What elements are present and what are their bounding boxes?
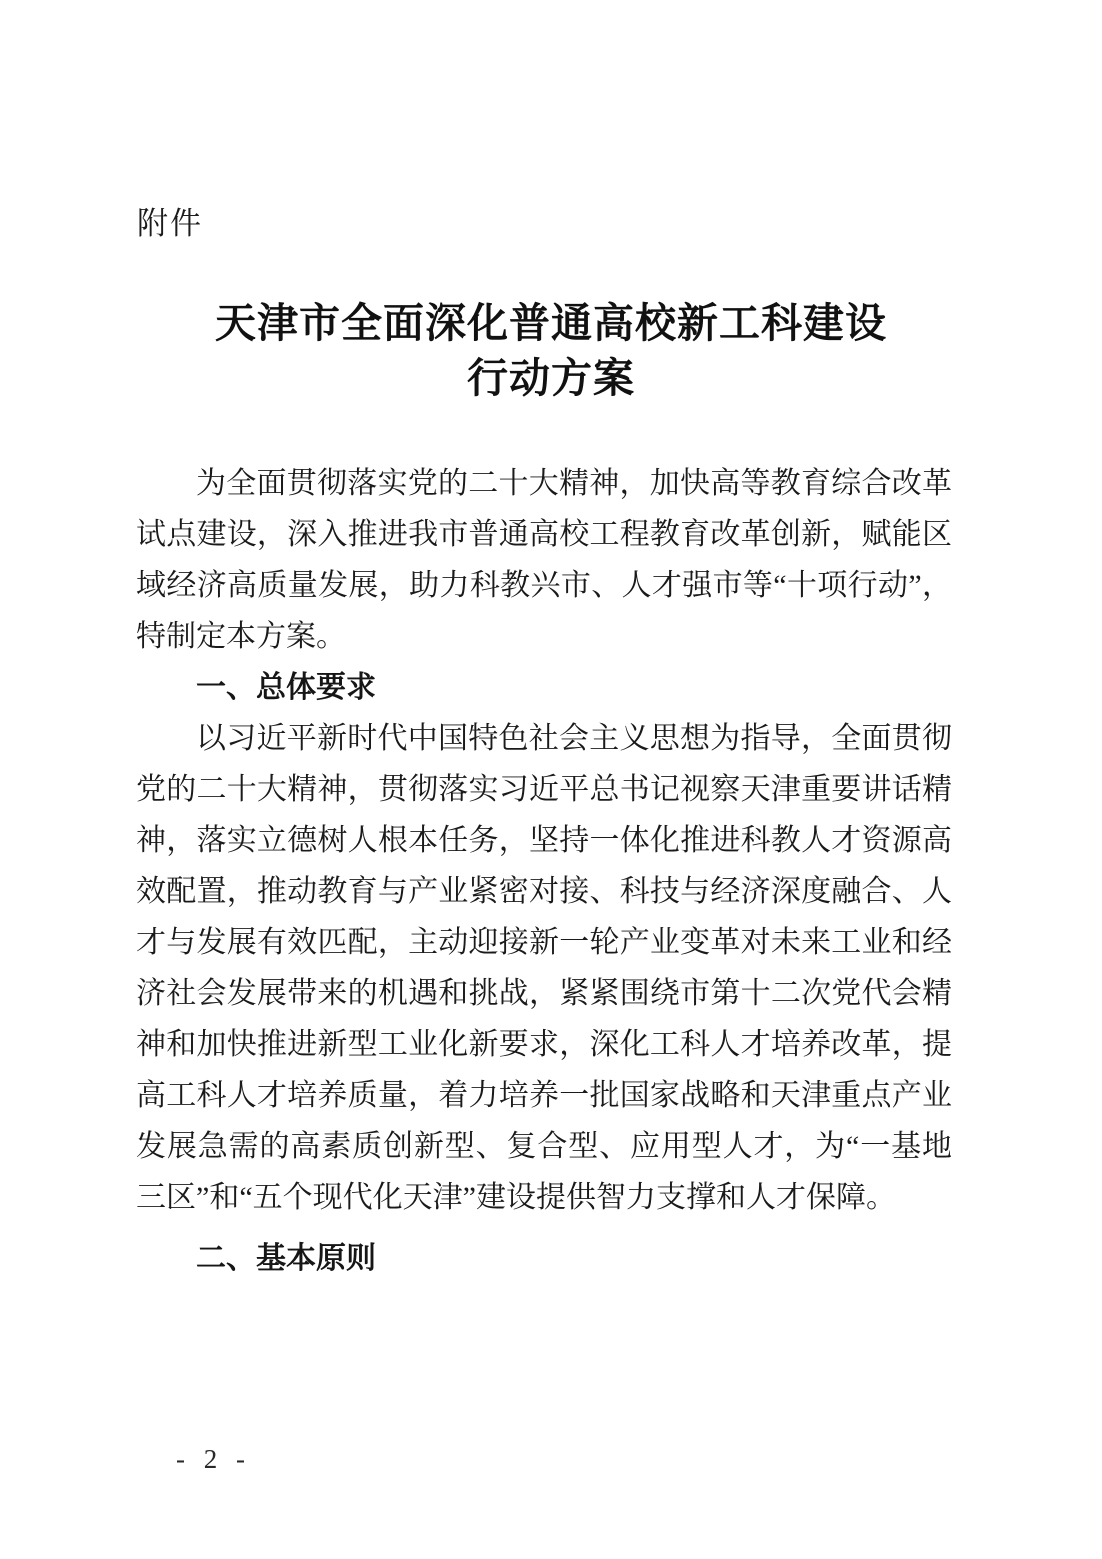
document-title-line2: 行动方案 [467, 355, 635, 401]
section-heading-1: 一、总体要求 [196, 671, 376, 704]
attachment-label: 附件 [137, 206, 203, 241]
document-title [0, 296, 1102, 406]
document-body [136, 458, 952, 1284]
document-title-line1: 天津市全面深化普通高校新工科建设 [215, 300, 887, 346]
paragraph-intro: 为全面贯彻落实党的二十大精神，加快高等教育综合改革试点建设，深入推进我市普通高校工程教育改革创新，赋能区域经济高质量发展，助力科教兴市、人才强市等“十项行动”，特制定本方案。 [136, 467, 952, 653]
section-heading-2: 二、基本原则 [196, 1242, 376, 1275]
page-number: - 2 - [176, 1444, 251, 1474]
paragraph-overview: 以习近平新时代中国特色社会主义思想为指导，全面贯彻党的二十大精神，贯彻落实习近平总书记视察天津重要讲话精神，落实立德树人根本任务，坚持一体化推进科教人才资源高效配置，推动教育与产业紧密对接、科技与经济深度融合、人才与发展有效匹配，主动迎接新一轮产业变革对未来工业和经济社会发展带来的机遇和挑战，紧紧围绕市第十二次党代会精神和加快推进新型工业化新要求，深化工科人才培养改革，提高工科人才培养质量，着力培养一批国家战略和天津重点产业发展急需的高素质创新型、复合型、应用型人才，为“一基地三区”和“五个现代化天津”建设提供智力支撑和人才保障。 [136, 722, 952, 1214]
